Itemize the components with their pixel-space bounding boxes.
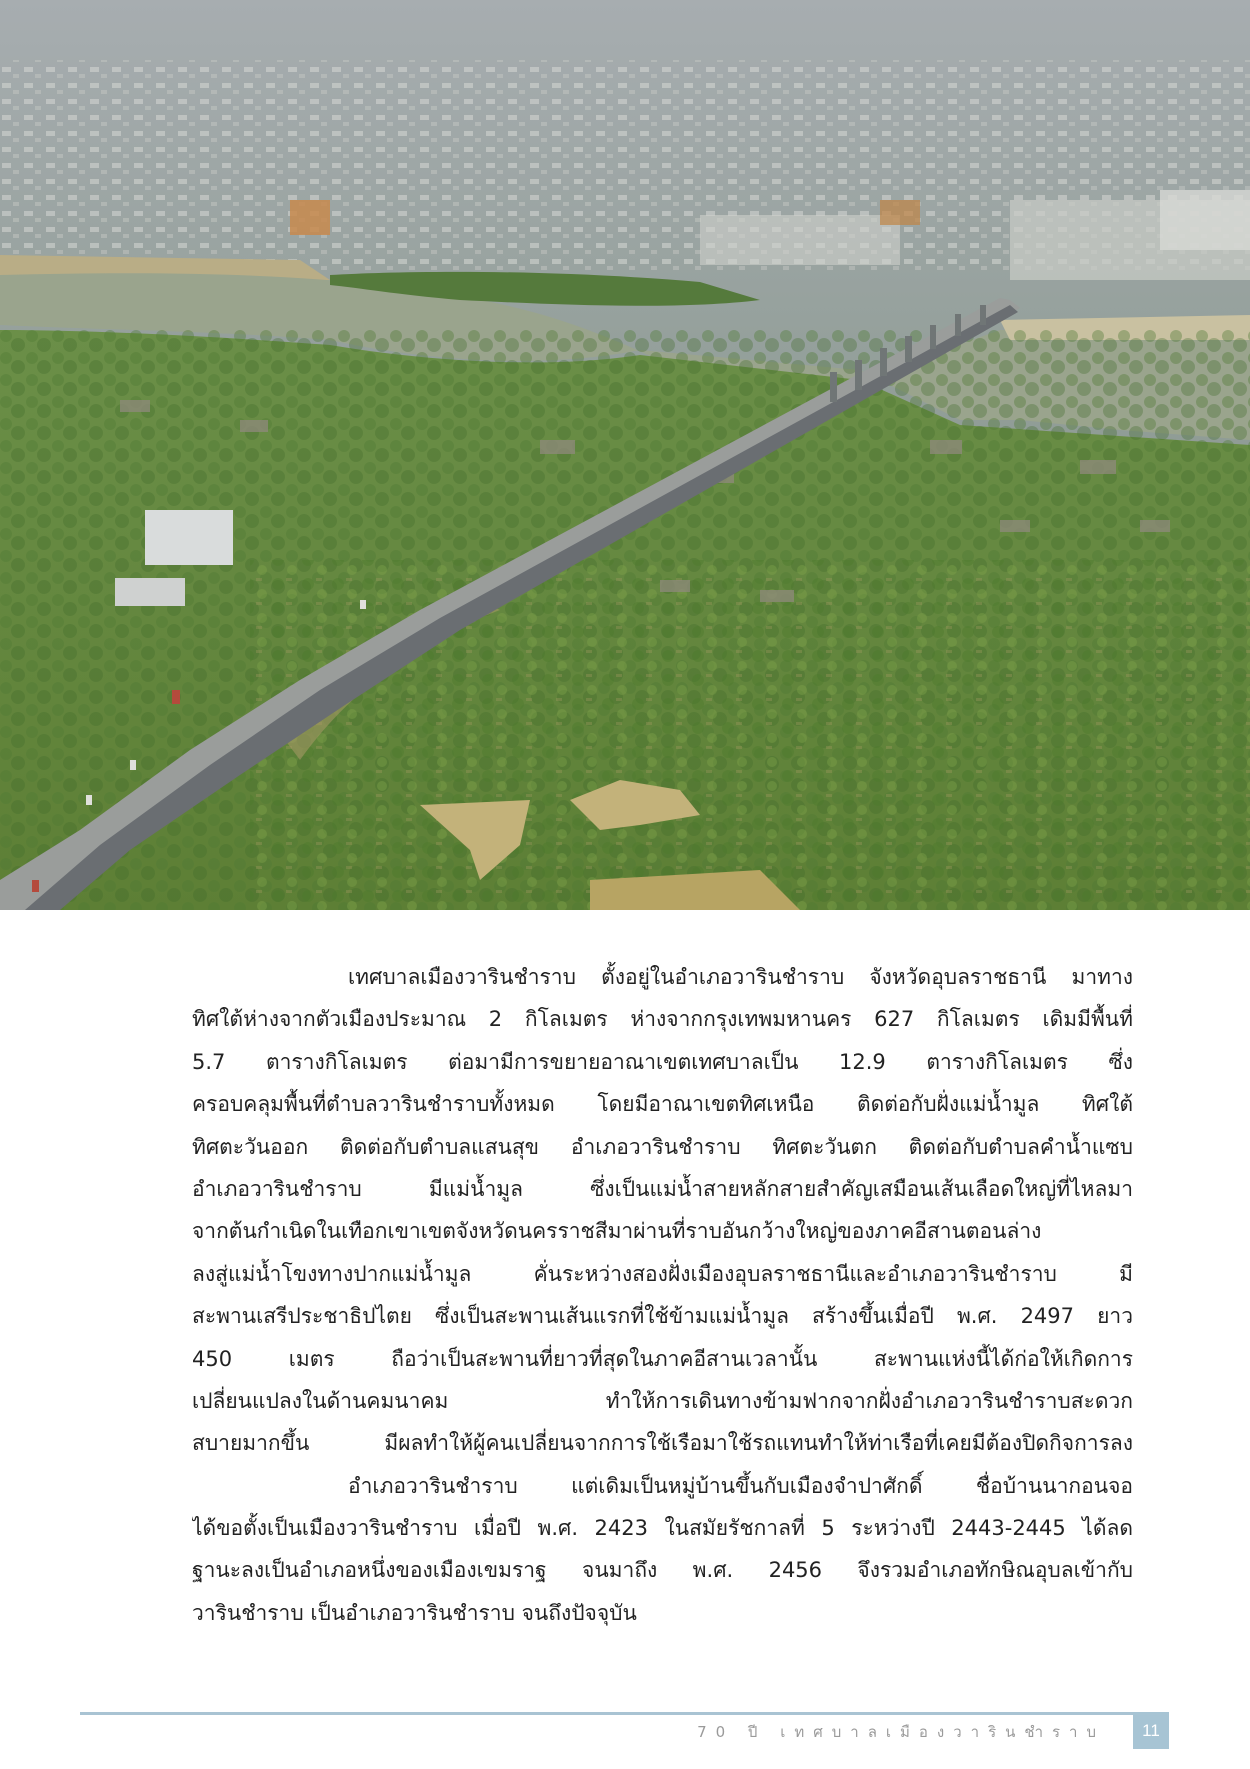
text-line: ทิศใต้ห่างจากตัวเมืองประมาณ 2 กิโลเมตร ห่างจากกรุงเทพมหานคร 627 กิโลเมตร เดิมมีพื้นที่ bbox=[192, 1007, 1133, 1032]
text-line: ทิศตะวันออก ติดต่อกับตำบลแสนสุข อำเภอวารินชำราบ ทิศตะวันตก ติดต่อกับตำบลคำน้ำแซบ bbox=[192, 1134, 1133, 1159]
text-line: 5.7 ตารางกิโลเมตร ต่อมามีการขยายอาณาเขตเทศบาลเป็น 12.9 ตารางกิโลเมตร ซึ่ง bbox=[192, 1049, 1133, 1074]
text-line: ฐานะลงเป็นอำเภอหนึ่งของเมืองเขมราฐ จนมาถึง พ.ศ. 2456 จึงรวมอำเภอทักษิณอุบลเข้ากับ bbox=[192, 1558, 1133, 1583]
paragraph-2 bbox=[192, 1465, 1133, 1635]
text-line: 450 เมตร ถือว่าเป็นสะพานที่ยาวที่สุดในภาคอีสานเวลานั้น สะพานแห่งนี้ได้ก่อให้เกิดการ bbox=[192, 1346, 1133, 1371]
text-line: สะพานเสรีประชาธิปไตย ซึ่งเป็นสะพานเส้นแรกที่ใช้ข้ามแม่น้ำมูล สร้างขึ้นเมื่อปี พ.ศ. 2497 ยาว bbox=[192, 1304, 1133, 1329]
text-line: ลงสู่แม่น้ำโขงทางปากแม่น้ำมูล คั่นระหว่างสองฝั่งเมืองอุบลราชธานีและอำเภอวารินชำราบ มี bbox=[192, 1261, 1133, 1286]
footer-divider bbox=[80, 1712, 1133, 1715]
text-line: เทศบาลเมืองวารินชำราบ ตั้งอยู่ในอำเภอวารินชำราบ จังหวัดอุบลราชธานี มาทาง bbox=[348, 965, 1133, 989]
text-line: อำเภอวารินชำราบ แต่เดิมเป็นหมู่บ้านขึ้นกับเมืองจำปาศักดิ์ ชื่อบ้านนากอนจอ bbox=[348, 1473, 1133, 1498]
text-line: สบายมากขึ้น มีผลทำให้ผู้คนเปลี่ยนจากการใช้เรือมาใช้รถแทนทำให้ท่าเรือที่เคยมีต้องปิดกิจการลง bbox=[192, 1431, 1133, 1456]
text-line: อำเภอวารินชำราบ มีแม่น้ำมูล ซึ่งเป็นแม่น้ำสายหลักสายสำคัญเสมือนเส้นเลือดใหญ่ที่ไหลมา bbox=[192, 1176, 1133, 1201]
text-line: เปลี่ยนแปลงในด้านคมนาคม ทำให้การเดินทางข้ามฟากจากฝั่งอำเภอวารินชำราบสะดวก bbox=[192, 1388, 1133, 1413]
page-number: 11 bbox=[1133, 1712, 1169, 1749]
text-line: จากต้นกำเนิดในเทือกเขาเขตจังหวัดนครราชสีมาผ่านที่ราบอันกว้างใหญ่ของภาคอีสานตอนล่าง bbox=[192, 1219, 1042, 1244]
text-line: วารินชำราบ เป็นอำเภอวารินชำราบ จนถึงปัจจุบัน bbox=[192, 1600, 637, 1625]
paragraph-1 bbox=[192, 956, 1133, 1465]
article-body bbox=[192, 956, 1133, 1634]
text-line: ครอบคลุมพื้นที่ตำบลวารินชำราบทั้งหมด โดยมีอาณาเขตทิศเหนือ ติดต่อกับฝั่งแม่น้ำมูล ทิศใต้ bbox=[192, 1092, 1133, 1117]
text-line: ได้ขอตั้งเป็นเมืองวารินชำราบ เมื่อปี พ.ศ. 2423 ในสมัยรัชกาลที่ 5 ระหว่างปี 2443-2445 ได้ลด bbox=[192, 1516, 1133, 1541]
footer-running-title: 70 ปี เทศบาลเมืองวารินชำราบ bbox=[697, 1723, 1105, 1741]
